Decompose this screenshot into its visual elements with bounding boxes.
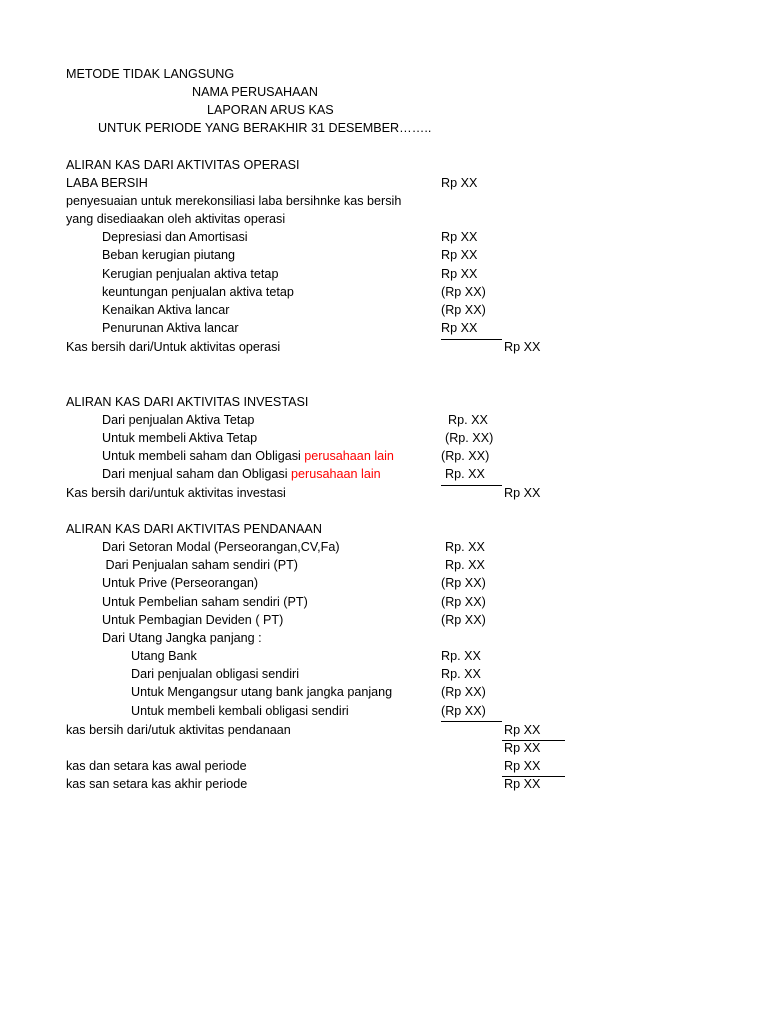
kas-akhir-label: kas san setara kas akhir periode	[66, 777, 248, 791]
operasi-heading: ALIRAN KAS DARI AKTIVITAS OPERASI	[66, 158, 300, 172]
subtotal-underline	[441, 339, 502, 340]
pendanaan-subitem-value: Rp. XX	[441, 649, 481, 663]
investasi-heading: ALIRAN KAS DARI AKTIVITAS INVESTASI	[66, 395, 309, 409]
method-title: METODE TIDAK LANGSUNG	[66, 67, 235, 81]
kas-awal-value: Rp XX	[504, 759, 541, 773]
pendanaan-item-label: Untuk Pembelian saham sendiri (PT)	[102, 595, 308, 609]
report-period: UNTUK PERIODE YANG BERAKHIR 31 DESEMBER……..	[98, 121, 432, 135]
pendanaan-item-label: Dari Setoran Modal (Perseorangan,CV,Fa)	[102, 540, 340, 554]
pendanaan-subitem-label: Utang Bank	[131, 649, 197, 663]
report-title: LAPORAN ARUS KAS	[207, 103, 334, 117]
investasi-item-label: Untuk membeli Aktiva Tetap	[102, 431, 258, 445]
operasi-total-value: Rp XX	[504, 340, 541, 354]
investasi-total-value: Rp XX	[504, 486, 541, 500]
investasi-item-label-highlight: perusahaan lain	[304, 449, 394, 463]
pendanaan-item-label: Untuk Prive (Perseorangan)	[102, 576, 259, 590]
laba-bersih-value: Rp XX	[441, 176, 478, 190]
pendanaan-item-value: (Rp XX)	[441, 613, 486, 627]
pendanaan-item-label: Untuk Pembagian Deviden ( PT)	[102, 613, 284, 627]
operasi-item-value: Rp XX	[441, 321, 478, 335]
pendanaan-subitem-label: Untuk membeli kembali obligasi sendiri	[131, 704, 349, 718]
investasi-item-label-text: Untuk membeli saham dan Obligasi	[102, 449, 305, 463]
pendanaan-subitem-value: Rp. XX	[441, 667, 481, 681]
pendanaan-item-label: Dari Utang Jangka panjang :	[102, 631, 262, 645]
laba-bersih-label: LABA BERSIH	[66, 176, 148, 190]
pendanaan-heading: ALIRAN KAS DARI AKTIVITAS PENDANAAN	[66, 522, 322, 536]
operasi-item-label: Kenaikan Aktiva lancar	[102, 303, 230, 317]
investasi-item-value: (Rp. XX)	[445, 431, 494, 445]
investasi-item-label: Dari penjualan Aktiva Tetap	[102, 413, 255, 427]
pendanaan-total-value: Rp XX	[504, 723, 541, 737]
investasi-item-label	[102, 448, 394, 464]
operasi-item-label: Penurunan Aktiva lancar	[102, 321, 239, 335]
pendanaan-subitem-label: Untuk Mengangsur utang bank jangka panjang	[131, 685, 393, 699]
pendanaan-item-value: (Rp XX)	[441, 576, 486, 590]
pendanaan-item-value: (Rp XX)	[441, 595, 486, 609]
investasi-item-label-highlight: perusahaan lain	[291, 467, 381, 481]
kas-awal-label: kas dan setara kas awal periode	[66, 759, 247, 773]
company-name: NAMA PERUSAHAAN	[192, 85, 318, 99]
operasi-item-value: (Rp XX)	[441, 303, 486, 317]
operasi-item-value: Rp XX	[441, 230, 478, 244]
investasi-item-value: Rp. XX	[448, 413, 488, 427]
investasi-item-label	[102, 466, 381, 482]
investasi-item-value: (Rp. XX)	[441, 449, 490, 463]
pendanaan-subitem-value: (Rp XX)	[441, 704, 486, 718]
pendanaan-item-value: Rp. XX	[445, 540, 485, 554]
operasi-item-label: Depresiasi dan Amortisasi	[102, 230, 248, 244]
operasi-item-value: (Rp XX)	[441, 285, 486, 299]
operasi-item-label: keuntungan penjualan aktiva tetap	[102, 285, 294, 299]
pendanaan-item-value: Rp. XX	[445, 558, 485, 572]
pendanaan-item-label: Dari Penjualan saham sendiri (PT)	[102, 558, 298, 572]
subtotal-underline	[441, 721, 502, 722]
kas-akhir-value: Rp XX	[504, 777, 541, 791]
pendanaan-total-label: kas bersih dari/utuk aktivitas pendanaan	[66, 723, 291, 737]
pendanaan-subitem-label: Dari penjualan obligasi sendiri	[131, 667, 300, 681]
subtotal-underline	[441, 485, 502, 486]
investasi-item-value: Rp. XX	[445, 467, 485, 481]
operasi-total-label: Kas bersih dari/Untuk aktivitas operasi	[66, 340, 281, 354]
operasi-item-label: Beban kerugian piutang	[102, 248, 236, 262]
operasi-item-label: Kerugian penjualan aktiva tetap	[102, 267, 279, 281]
adjustment-text-line1: penyesuaian untuk merekonsiliasi laba bersihnke kas bersih	[66, 194, 402, 208]
net-cash-value: Rp XX	[504, 741, 541, 755]
investasi-item-label-text: Dari menjual saham dan Obligasi	[102, 467, 291, 481]
adjustment-text-line2: yang disediaakan oleh aktivitas operasi	[66, 212, 286, 226]
investasi-total-label: Kas bersih dari/untuk aktivitas investasi	[66, 486, 286, 500]
pendanaan-subitem-value: (Rp XX)	[441, 685, 486, 699]
operasi-item-value: Rp XX	[441, 248, 478, 262]
operasi-item-value: Rp XX	[441, 267, 478, 281]
